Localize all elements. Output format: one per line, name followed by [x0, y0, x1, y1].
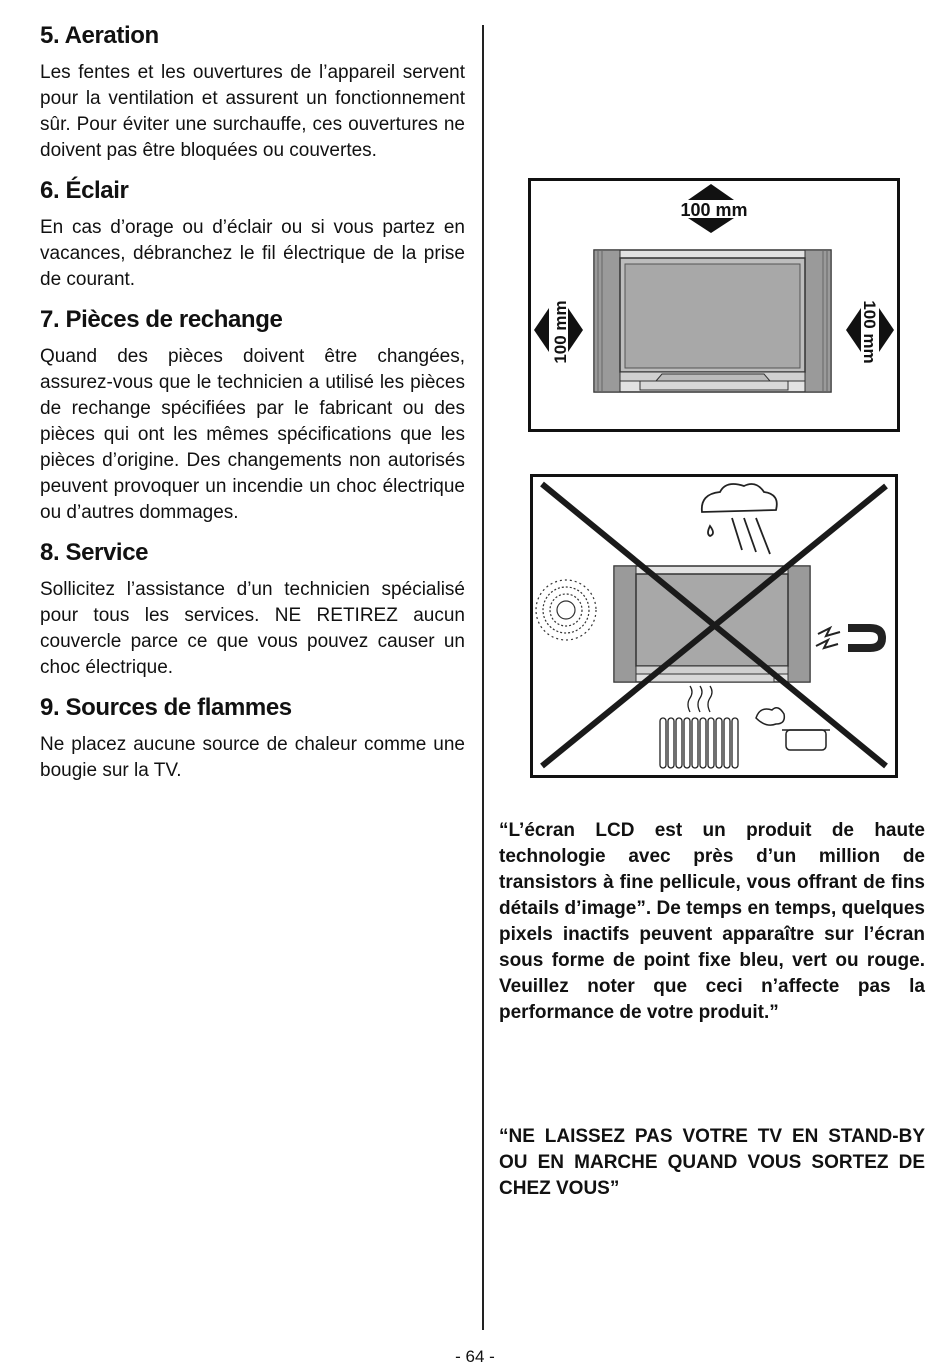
- section-sources-de-flammes: [40, 692, 465, 784]
- standby-warning: “NE LAISSEZ PAS VOTRE TV EN STAND-BY OU EN MARCHE QUAND VOUS SORTEZ DE CHEZ VOUS”: [499, 1126, 925, 1199]
- section-text: Sollicitez l’assistance d’un technicien spécialisé pour tous les services. NE RETIREZ aucun couvercle parce ce que vous pouvez causer un choc électrique.: [40, 579, 465, 678]
- section-text: Quand des pièces doivent être changées, assurez-vous que le technicien a utilisé les pièces de rechange spécifiées par le fabricant ou des pièces qui ont les mêmes spécifications que les pièces d’origine. Des changements non autorisés peuvent provoquer un incendie un choc électrique ou d’autres dommages.: [40, 346, 465, 523]
- section-text: En cas d’orage ou d’éclair ou si vous partez en vacances, débranchez le fil électrique de la prise de courant.: [40, 217, 465, 290]
- section-service: [40, 537, 465, 681]
- page-number: - 64 -: [455, 1347, 495, 1366]
- section-text: Les fentes et les ouvertures de l’appareil servent pour la ventilation et assurent un fonctionnement sûr. Pour éviter une surchauffe, ces ouvertures ne doivent pas être bloquées ou couvertes.: [40, 62, 465, 161]
- left-column: [40, 20, 465, 795]
- section-aeration: [40, 20, 465, 164]
- section-pieces-de-rechange: [40, 304, 465, 526]
- left-clearance-label: 100 mm: [551, 300, 570, 364]
- section-text: Ne placez aucune source de chaleur comme une bougie sur la TV.: [40, 734, 465, 781]
- section-eclair: [40, 175, 465, 293]
- clearance-diagram: [528, 178, 900, 432]
- hazards-figure: [530, 474, 898, 778]
- right-clearance-label: 100 mm: [860, 300, 879, 364]
- top-clearance-label: 100 mm: [680, 200, 748, 220]
- section-heading: 7. Pièces de rechange: [40, 306, 283, 333]
- section-heading: 8. Service: [40, 539, 149, 566]
- tv-icon: [594, 250, 831, 392]
- lcd-quote: “L’écran LCD est un produit de haute technologie avec près d’un million de transistors à fine pellicule, vous offrant de fins détails d’image”. De temps en temps, quelques pixels inactifs peuvent apparaître sur l’écran sous forme de point fixe bleu, vert ou rouge. Veuillez noter que ceci n’affecte pas la performance de votre produit.”: [499, 820, 925, 1023]
- hazards-diagram: [530, 474, 898, 778]
- section-heading: 6. Éclair: [40, 177, 129, 204]
- section-heading: 9. Sources de flammes: [40, 694, 292, 721]
- clearance-figure: [528, 178, 900, 432]
- column-divider: [482, 25, 484, 1330]
- section-heading: 5. Aeration: [40, 22, 159, 49]
